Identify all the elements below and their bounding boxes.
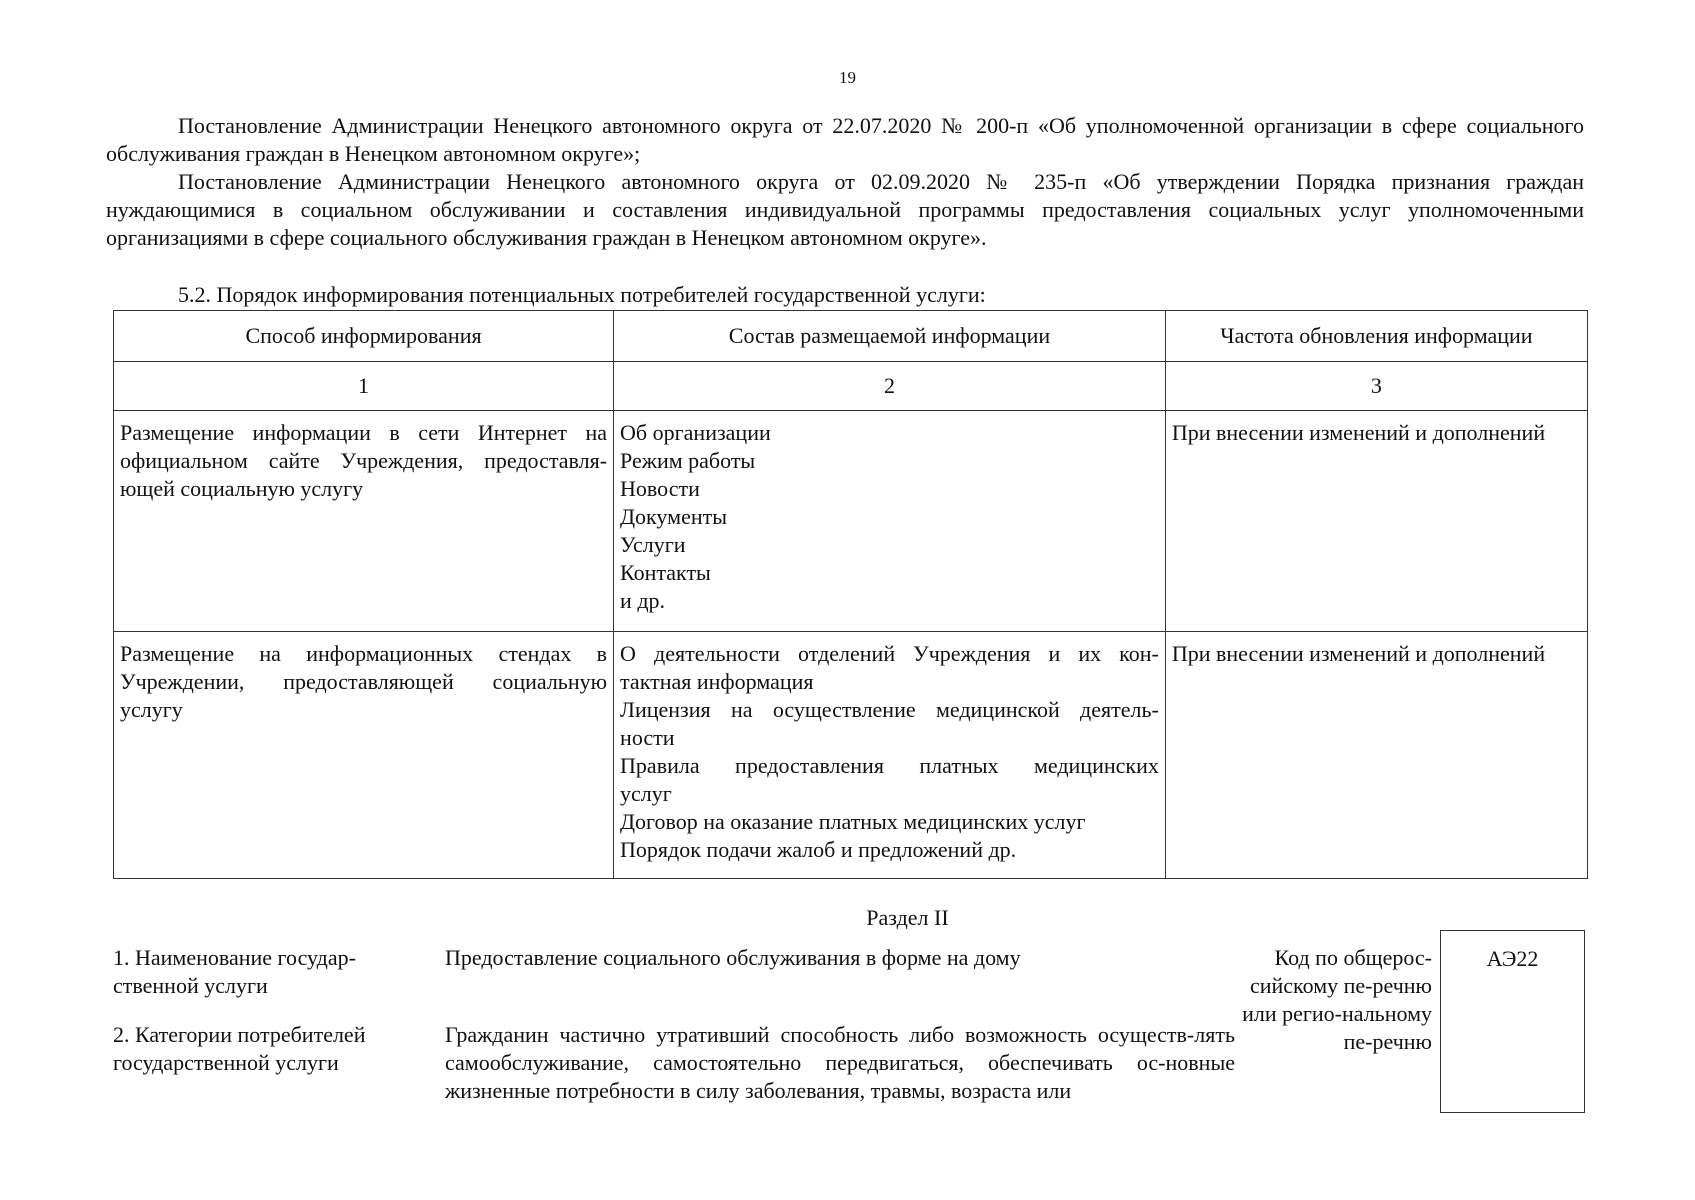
content-item: Режим работы [620,448,756,473]
content-item: Контакты [620,560,711,585]
content-cell [614,411,1166,632]
frequency-cell: При внесении изменений и дополнений [1165,632,1587,879]
method-cell: Размещение информации в сети Интернет на официальном сайте Учреждения, предоставля-ющей социальную услугу [114,411,614,632]
table-number-row [114,362,1588,411]
page-number: 19 [839,68,856,87]
table-row [114,411,1588,632]
content-cell [614,632,1166,879]
content-item: Новости [620,476,700,501]
section-2-title: Раздел II [866,905,949,930]
registry-code-box [1440,930,1585,1113]
content-line: услуг [620,781,672,806]
table-header-row [114,311,1588,362]
content-line: ности [620,725,675,750]
header-content: Состав размещаемой информации [614,311,1166,362]
section-heading: 5.2. Порядок информирования потенциальных потребителей государственной услуги: [178,282,986,307]
table-row [114,632,1588,879]
content-line: Порядок подачи жалоб и предложений др. [620,837,1017,862]
registry-code-label: Код по общерос-сийскому пе-речню или регио-нальному пе-речню [1242,945,1432,1054]
content-item: Услуги [620,532,686,557]
information-table [113,310,1588,879]
header-method: Способ информирования [114,311,614,362]
frequency-cell: При внесении изменений и дополнений [1165,411,1587,632]
item-2-label: 2. Категории потребителей государственной услуги [113,1022,366,1075]
intro-paragraph-2: Постановление Администрации Ненецкого автономного округа от 02.09.2020 № 235-п «Об утверждении Порядка признания граждан нуждающимися в социальном обслуживании и составления индивидуальной программы предоставления социальных услуг уполномоченными организациями в сфере социального обслуживания граждан в Ненецком автономном округе». [106,169,1584,250]
method-cell: Размещение на информационных стендах в Учреждении, предоставляющей социальную услугу [114,632,614,879]
content-line: О деятельности отделений Учреждения и их кон- [620,641,1159,666]
registry-code-value: АЭ22 [1486,946,1539,971]
content-item: Об организации [620,420,771,445]
header-frequency: Частота обновления информации [1165,311,1587,362]
column-number: 1 [114,362,614,411]
intro-text [106,112,1584,252]
content-line: тактная информация [620,669,814,694]
content-line: Договор на оказание платных медицинских услуг [620,809,1086,834]
item-1-value: Предоставление социального обслуживания в форме на дому [445,945,1021,970]
content-item: Документы [620,504,727,529]
intro-paragraph-1: Постановление Администрации Ненецкого автономного округа от 22.07.2020 № 200-п «Об уполномоченной организации в сфере социального обслуживания граждан в Ненецком автономном округе»; [106,113,1584,166]
content-line: Правила предоставления платных медицинских [620,753,1159,778]
item-2-value: Гражданин частично утративший способность либо возможность осуществ-лять самообслуживание, самостоятельно передвигаться, обеспечивать ос-новные жизненные потребности в силу заболевания, травмы, возраста или [445,1022,1235,1103]
column-number: 2 [614,362,1166,411]
content-item: и др. [620,588,666,613]
item-1-label: 1. Наименование государ-ственной услуги [113,945,356,998]
content-line: Лицензия на осуществление медицинской деятель- [620,697,1159,722]
column-number: 3 [1165,362,1587,411]
